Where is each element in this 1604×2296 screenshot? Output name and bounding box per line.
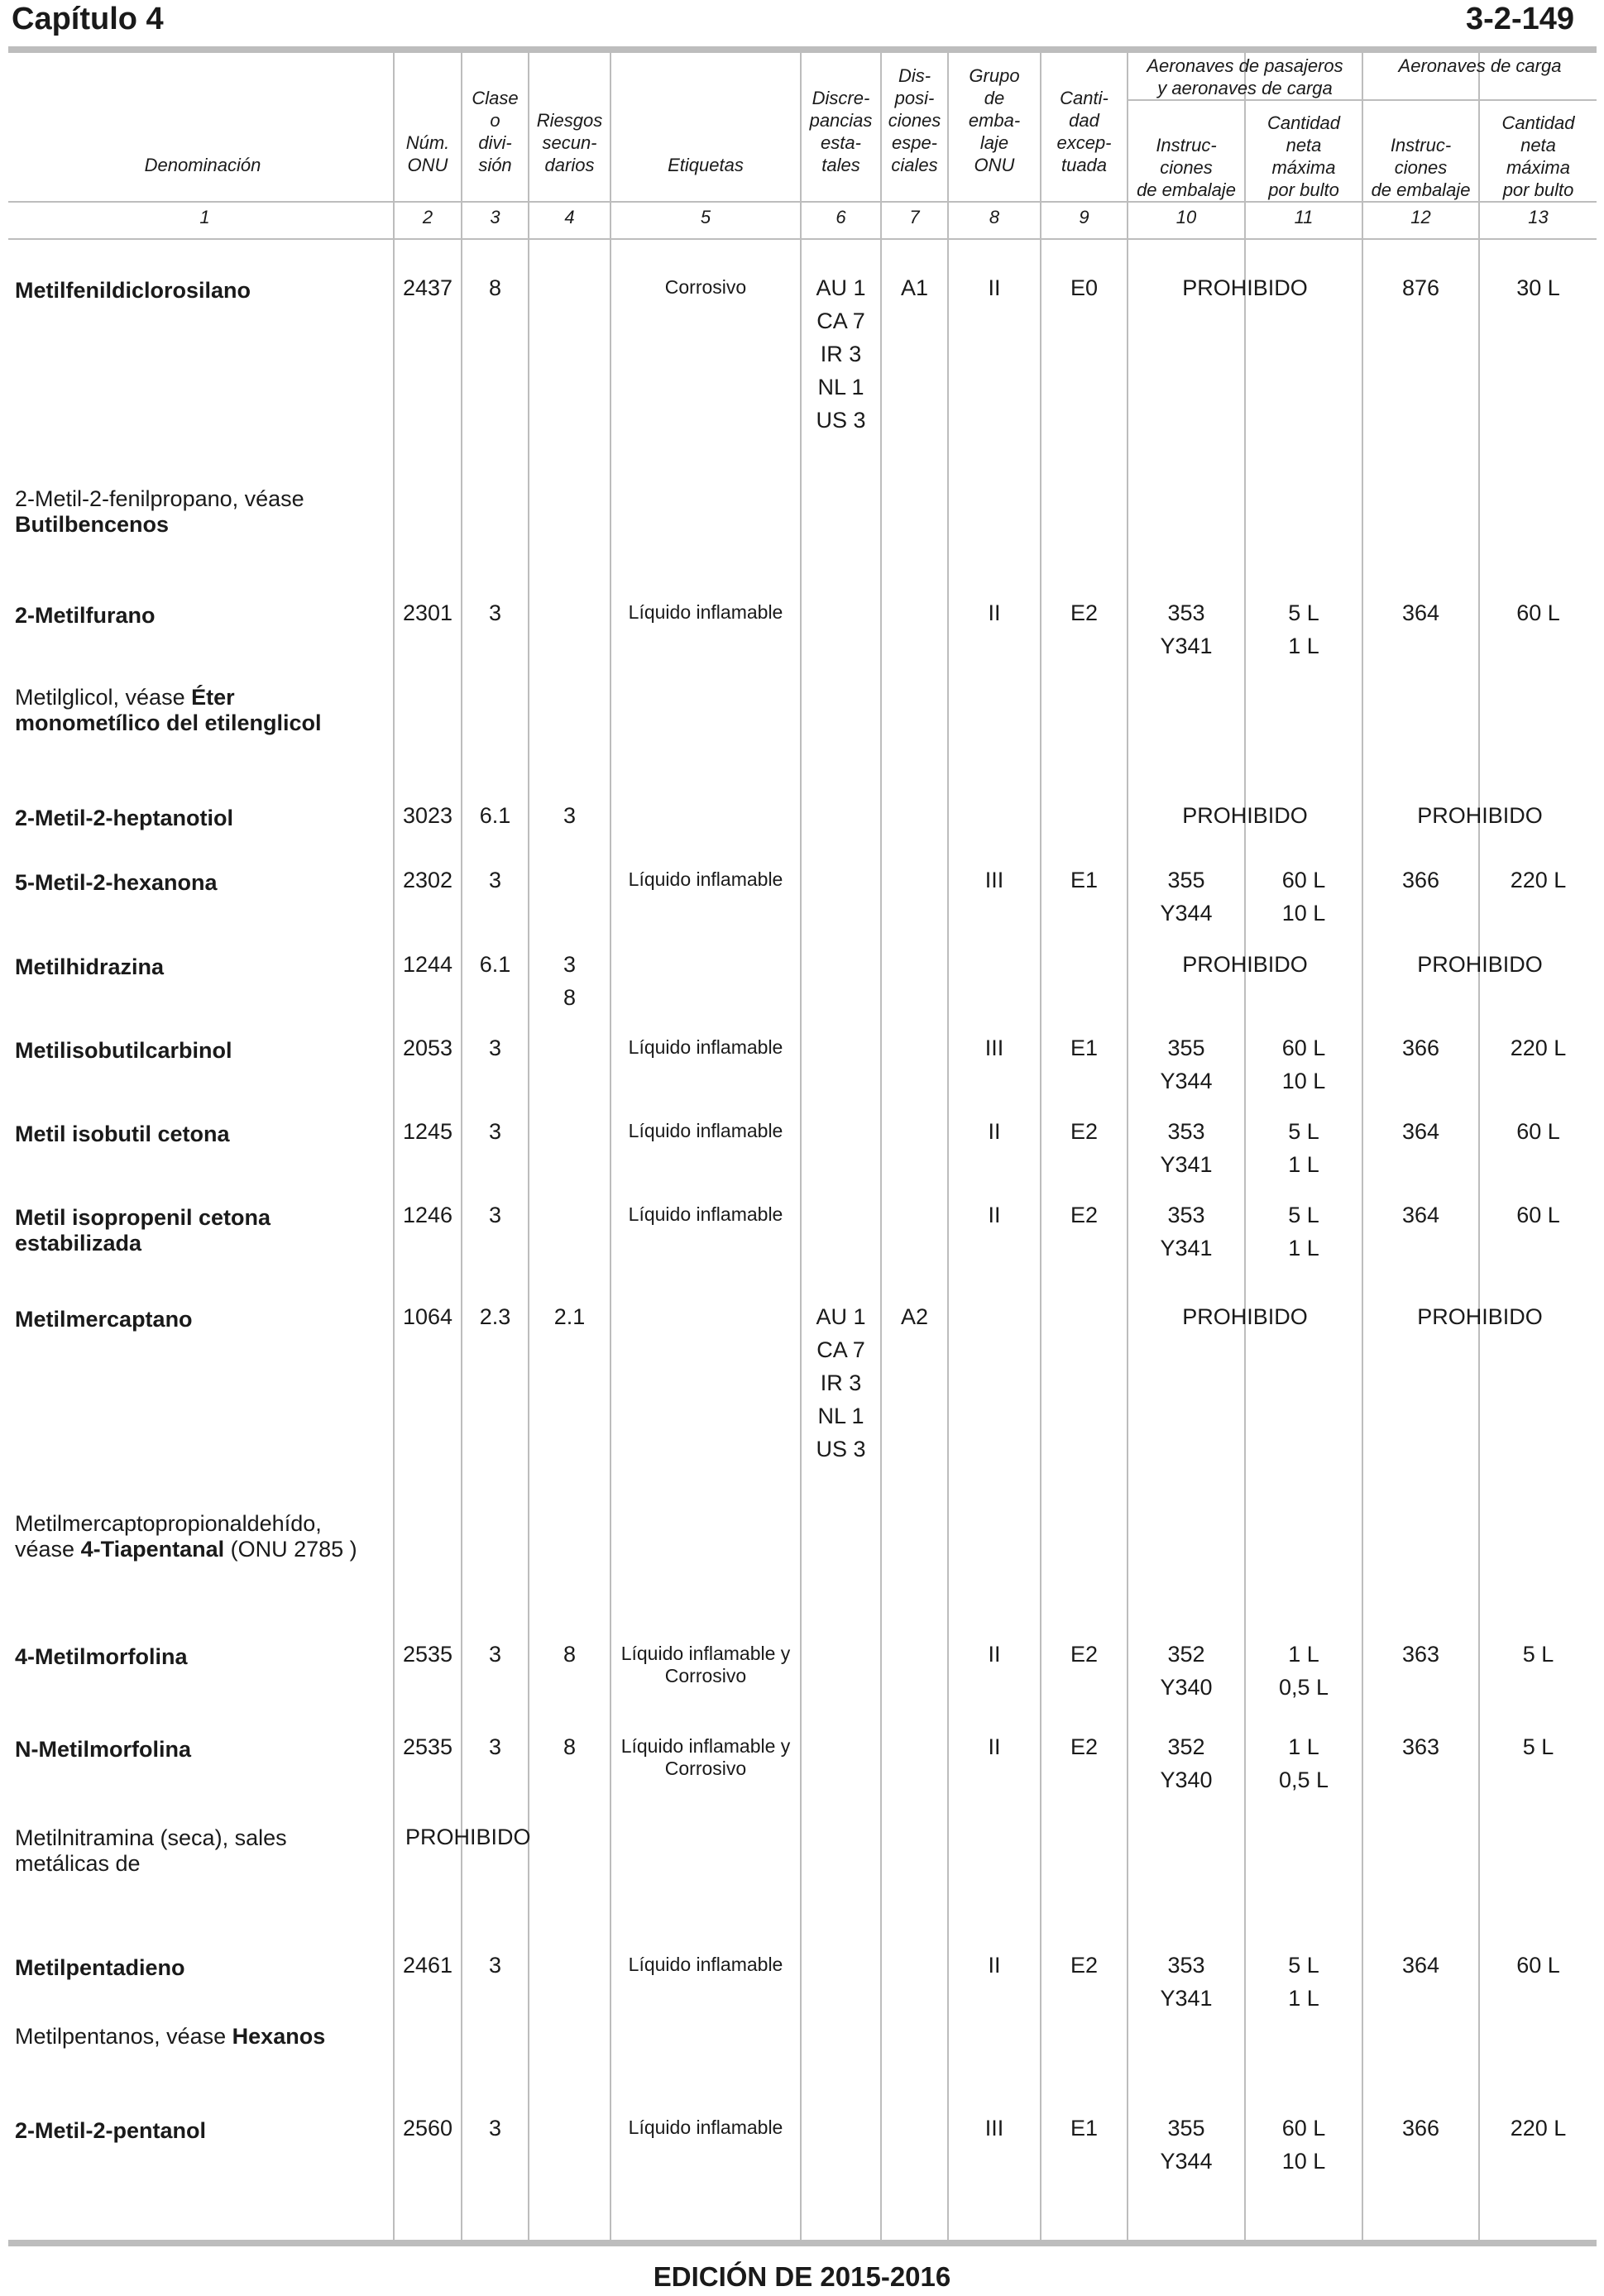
header-grupo: Grupo de emba- laje ONU	[968, 65, 1021, 175]
excepted-quantity: E1	[1070, 1036, 1099, 1060]
class-division: 3	[488, 600, 502, 625]
class-division: 3	[488, 1203, 502, 1227]
column-number: 5	[700, 207, 711, 227]
class-division: 6.1	[479, 952, 511, 977]
cargo-packing-instruction: 363	[1401, 1642, 1440, 1667]
name-part: Metilmercaptano	[15, 1307, 193, 1332]
cargo-max-quantity: 220 L	[1510, 1036, 1567, 1060]
header-pax-cantidad: Cantidad neta máxima por bulto	[1266, 112, 1341, 200]
column-number: 3	[490, 207, 500, 227]
substance-name	[15, 1644, 395, 1670]
un-number: 1245	[402, 1119, 453, 1144]
header-cantidad-exceptuada: Canti- dad excep- tuada	[1056, 88, 1112, 175]
passenger-max-quantity: 5 L 1 L	[1288, 1119, 1319, 1177]
hazard-label: Líquido inflamable	[628, 1954, 783, 1975]
packing-group: II	[988, 1734, 1001, 1759]
name-part: véase	[15, 1537, 81, 1562]
name-part: Metilisobutilcarbinol	[15, 1038, 232, 1063]
passenger-packing-instruction: 355 Y344	[1160, 868, 1213, 926]
class-division: 8	[488, 275, 502, 300]
header-pasajeros-group: Aeronaves de pasajeros y aeronaves de carga	[1147, 55, 1343, 98]
substance-name	[15, 1307, 395, 1332]
excepted-quantity: E1	[1070, 868, 1099, 892]
passenger-prohibited: PROHIBIDO	[1182, 1304, 1308, 1329]
passenger-packing-instruction: 352 Y340	[1160, 1734, 1213, 1792]
bottom-rule	[8, 2240, 1597, 2246]
passenger-max-quantity: 5 L 1 L	[1288, 1953, 1319, 2011]
excepted-quantity: E0	[1070, 275, 1099, 300]
cargo-packing-instruction: 364	[1401, 1203, 1440, 1227]
cargo-max-quantity: 60 L	[1516, 1953, 1560, 1978]
passenger-max-quantity: 60 L 10 L	[1281, 2116, 1326, 2174]
state-variations: AU 1 CA 7 IR 3 NL 1 US 3	[816, 275, 866, 433]
page-number: 3-2-149	[1466, 2, 1574, 36]
subsidiary-risk: 3	[563, 803, 577, 828]
passenger-packing-instruction: 353 Y341	[1160, 1119, 1213, 1177]
header-etiquetas: Etiquetas	[668, 155, 744, 175]
substance-name	[15, 1737, 395, 1763]
column-number: 13	[1528, 207, 1549, 227]
packing-group: III	[984, 2116, 1004, 2141]
excepted-quantity: E2	[1070, 1203, 1099, 1227]
subsidiary-risk: 8	[563, 1734, 577, 1759]
passenger-packing-instruction: 355 Y344	[1160, 1036, 1213, 1093]
name-part: Hexanos	[232, 2024, 326, 2049]
packing-group: II	[988, 1203, 1001, 1227]
cargo-max-quantity: 60 L	[1516, 1119, 1560, 1144]
packing-group: II	[988, 1642, 1001, 1667]
hazard-label: Líquido inflamable	[628, 1120, 783, 1141]
column-number: 2	[422, 207, 433, 227]
name-part: 2-Metil-2-fenilpropano, véase	[15, 486, 304, 511]
passenger-max-quantity: 5 L 1 L	[1288, 600, 1319, 658]
packing-group: III	[984, 868, 1004, 892]
cargo-max-quantity: 220 L	[1510, 868, 1567, 892]
excepted-quantity: E2	[1070, 1953, 1099, 1978]
cargo-max-quantity: 5 L	[1522, 1734, 1554, 1759]
passenger-max-quantity: 1 L 0,5 L	[1278, 1642, 1329, 1700]
header-discrepancias: Discre- pancias esta- tales	[809, 88, 873, 175]
class-division: 2.3	[479, 1304, 511, 1329]
chapter-title: Capítulo 4	[12, 2, 164, 36]
un-number: 2461	[402, 1953, 453, 1978]
name-part: Metilpentanos, véase	[15, 2024, 232, 2049]
un-number: 1064	[402, 1304, 453, 1329]
cargo-max-quantity: 60 L	[1516, 600, 1560, 625]
cargo-max-quantity: 60 L	[1516, 1203, 1560, 1227]
substance-name	[15, 2118, 395, 2144]
substance-name	[15, 1122, 395, 1147]
name-part: Butilbencenos	[15, 512, 170, 537]
subsidiary-risk: 8	[563, 1642, 577, 1667]
name-part: Metil isobutil cetona	[15, 1122, 230, 1146]
header-denominacion: Denominación	[144, 155, 261, 175]
un-number: 2053	[402, 1036, 453, 1060]
cargo-packing-instruction: 366	[1401, 1036, 1440, 1060]
column-number: 7	[909, 207, 920, 227]
name-part: Metilnitramina (seca), sales	[15, 1825, 287, 1850]
excepted-quantity: E2	[1070, 1734, 1099, 1759]
substance-name	[15, 1205, 395, 1256]
name-part: Éter	[191, 685, 235, 710]
un-number: 1244	[402, 952, 453, 977]
cargo-packing-instruction: 364	[1401, 600, 1440, 625]
name-part: Metilglicol, véase	[15, 685, 192, 710]
passenger-prohibited: PROHIBIDO	[1182, 275, 1308, 300]
reference-entry	[15, 685, 395, 736]
column-number: 9	[1079, 207, 1089, 227]
un-number: 2301	[402, 600, 453, 625]
un-number: 2560	[402, 2116, 453, 2141]
header-pax-instrucciones: Instruc- ciones de embalaje	[1137, 135, 1236, 200]
special-provisions: A1	[900, 275, 929, 300]
substance-name	[15, 954, 395, 980]
header-num-onu: Núm. ONU	[405, 132, 450, 175]
passenger-max-quantity: 60 L 10 L	[1281, 1036, 1326, 1093]
name-part: 2-Metil-2-heptanotiol	[15, 806, 233, 830]
un-number: 2535	[402, 1642, 453, 1667]
hazard-label: Líquido inflamable	[628, 1036, 783, 1058]
column-number: 8	[989, 207, 1000, 227]
excepted-quantity: E1	[1070, 2116, 1099, 2141]
footer-edition: EDICIÓN DE 2015-2016	[653, 2261, 951, 2292]
name-part: Metil isopropenil cetona	[15, 1205, 271, 1230]
header-riesgos: Riesgos secun- darios	[536, 110, 603, 175]
cargo-packing-instruction: 363	[1401, 1734, 1440, 1759]
un-number: 2535	[402, 1734, 453, 1759]
column-number: 4	[564, 207, 575, 227]
packing-group: II	[988, 1119, 1001, 1144]
name-part: 4-Tiapentanal	[80, 1537, 225, 1562]
cargo-packing-instruction: 364	[1401, 1119, 1440, 1144]
hazard-label: Líquido inflamable y Corrosivo	[620, 1643, 791, 1686]
cargo-prohibited: PROHIBIDO	[1417, 1304, 1543, 1329]
un-number: 1246	[402, 1203, 453, 1227]
name-part: Metilpentadieno	[15, 1955, 185, 1980]
un-number: 2437	[402, 275, 453, 300]
name-part: 5-Metil-2-hexanona	[15, 870, 218, 895]
passenger-packing-instruction: 353 Y341	[1160, 600, 1213, 658]
column-number: 11	[1294, 207, 1314, 227]
subsidiary-risk: 3 8	[563, 952, 577, 1010]
cargo-packing-instruction: 366	[1401, 2116, 1440, 2141]
header-cargo-instrucciones: Instruc- ciones de embalaje	[1371, 135, 1471, 200]
cargo-max-quantity: 30 L	[1516, 275, 1560, 300]
passenger-prohibited: PROHIBIDO	[1182, 952, 1308, 977]
name-part: (ONU 2785 )	[224, 1537, 357, 1562]
passenger-prohibited: PROHIBIDO	[1182, 803, 1308, 828]
class-division: 3	[488, 1119, 502, 1144]
class-division: 3	[488, 868, 502, 892]
passenger-max-quantity: 5 L 1 L	[1288, 1203, 1319, 1260]
state-variations: AU 1 CA 7 IR 3 NL 1 US 3	[816, 1304, 866, 1461]
name-part: 2-Metil-2-pentanol	[15, 2118, 207, 2143]
passenger-packing-instruction: 352 Y340	[1160, 1642, 1213, 1700]
name-part: 4-Metilmorfolina	[15, 1644, 188, 1669]
name-part: N-Metilmorfolina	[15, 1737, 191, 1762]
excepted-quantity: E2	[1070, 1119, 1099, 1144]
cargo-packing-instruction: 364	[1401, 1953, 1440, 1978]
name-part: estabilizada	[15, 1231, 142, 1256]
packing-group: III	[984, 1036, 1004, 1060]
name-part: Metilhidrazina	[15, 954, 165, 979]
class-division: 3	[488, 1734, 502, 1759]
substance-name	[15, 603, 395, 629]
excepted-quantity: E2	[1070, 600, 1099, 625]
substance-name	[15, 1955, 395, 1981]
passenger-packing-instruction: 355 Y344	[1160, 2116, 1213, 2174]
column-number: 1	[199, 207, 210, 227]
hazard-label: Líquido inflamable	[628, 868, 783, 890]
excepted-quantity: E2	[1070, 1642, 1099, 1667]
reference-entry	[15, 1511, 395, 1562]
passenger-packing-instruction: 353 Y341	[1160, 1203, 1213, 1260]
cargo-max-quantity: 5 L	[1522, 1642, 1554, 1667]
class-division: 3	[488, 1036, 502, 1060]
hazard-label: Líquido inflamable	[628, 601, 783, 623]
name-part: monometílico del etilenglicol	[15, 710, 322, 735]
cargo-packing-instruction: 366	[1401, 868, 1440, 892]
packing-group: II	[988, 275, 1001, 300]
special-provisions: A2	[900, 1304, 929, 1329]
hazard-label: Líquido inflamable y Corrosivo	[620, 1735, 791, 1779]
substance-name	[15, 1038, 395, 1064]
name-part: Metilmercaptopropionaldehído,	[15, 1511, 322, 1536]
cargo-prohibited: PROHIBIDO	[1417, 952, 1543, 977]
cargo-prohibited: PROHIBIDO	[1417, 803, 1543, 828]
name-part: metálicas de	[15, 1851, 141, 1876]
substance-name	[15, 870, 395, 896]
class-division: 3	[488, 2116, 502, 2141]
column-number: 12	[1410, 207, 1431, 227]
column-number: 6	[836, 207, 846, 227]
cargo-max-quantity: 220 L	[1510, 2116, 1567, 2141]
hazard-label: Líquido inflamable	[628, 2117, 783, 2138]
substance-name	[15, 278, 395, 304]
reference-entry	[15, 1825, 395, 1877]
substance-name	[15, 806, 395, 831]
hazard-label: Corrosivo	[664, 276, 747, 298]
header-cargo-cantidad: Cantidad neta máxima por bulto	[1501, 112, 1575, 200]
un-number: 3023	[402, 803, 453, 828]
header-clase: Clase o divi- sión	[472, 88, 519, 175]
reference-entry	[15, 486, 395, 538]
passenger-max-quantity: 1 L 0,5 L	[1278, 1734, 1329, 1792]
class-division: 6.1	[479, 803, 511, 828]
cargo-packing-instruction: 876	[1401, 275, 1440, 300]
subsidiary-risk: 2.1	[553, 1304, 586, 1329]
class-division: 3	[488, 1953, 502, 1978]
un-number: 2302	[402, 868, 453, 892]
packing-group: II	[988, 600, 1001, 625]
header-disposiciones: Dis- posi- ciones espe- ciales	[888, 65, 941, 175]
reference-entry	[15, 2024, 395, 2050]
name-part: 2-Metilfurano	[15, 603, 156, 628]
name-part: Metilfenildiclorosilano	[15, 278, 251, 303]
prohibited-all: PROHIBIDO	[405, 1825, 531, 1849]
passenger-max-quantity: 60 L 10 L	[1281, 868, 1326, 926]
header-carga-group: Aeronaves de carga	[1398, 55, 1562, 76]
hazard-label: Líquido inflamable	[628, 1203, 783, 1225]
column-number: 10	[1175, 207, 1197, 227]
class-division: 3	[488, 1642, 502, 1667]
passenger-packing-instruction: 353 Y341	[1160, 1953, 1213, 2011]
packing-group: II	[988, 1953, 1001, 1978]
